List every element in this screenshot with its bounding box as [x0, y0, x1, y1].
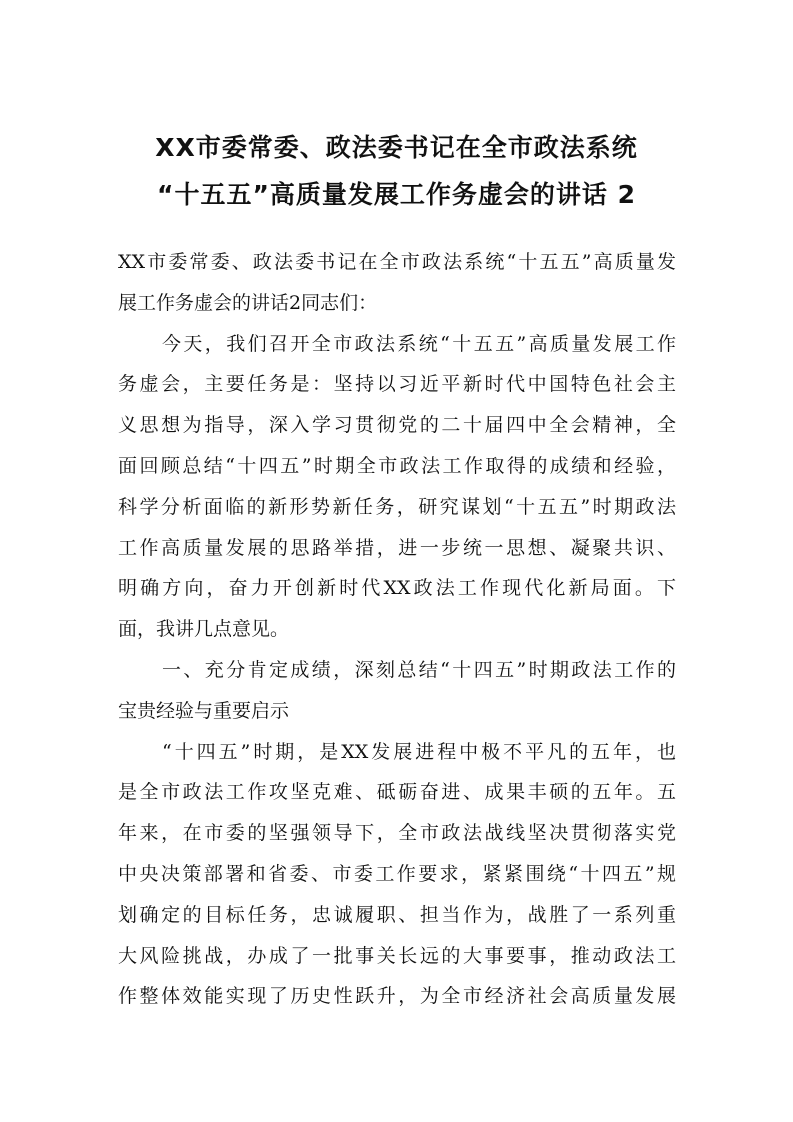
body-line: 中央决策部署和省委、市委工作要求，紧紧围绕“十四五”规 [118, 863, 676, 885]
section-heading-line: 宝贵经验与重要启示 [118, 700, 290, 722]
body-line: 今天，我们召开全市政法系统“十五五”高质量发展工作 [162, 333, 676, 355]
body-line: 展工作务虚会的讲话2同志们： [118, 292, 378, 314]
body-line: 务虚会，主要任务是：坚持以习近平新时代中国特色社会主 [118, 373, 676, 395]
body-line: 面回顾总结“十四五”时期全市政法工作取得的成绩和经验， [118, 455, 676, 477]
body-line: 义思想为指导，深入学习贯彻党的二十届四中全会精神，全 [118, 414, 676, 436]
body-line: 面，我讲几点意见。 [118, 618, 290, 640]
body-line: 科学分析面临的新形势新任务，研究谋划“十五五”时期政法 [118, 496, 676, 518]
body-line: 年来，在市委的坚强领导下，全市政法战线坚决贯彻落实党 [118, 822, 676, 844]
body-line: 大风险挑战，办成了一批事关长远的大事要事，推动政法工 [118, 945, 676, 967]
body-line: “十四五”时期，是XX发展进程中极不平凡的五年，也 [162, 741, 676, 763]
body-line: 作整体效能实现了历史性跃升，为全市经济社会高质量发展 [118, 985, 676, 1007]
body-line: 划确定的目标任务，忠诚履职、担当作为，战胜了一系列重 [118, 904, 676, 926]
body-line: 工作高质量发展的思路举措，进一步统一思想、凝聚共识、 [118, 537, 676, 559]
body-line: 明确方向，奋力开创新时代XX政法工作现代化新局面。下 [118, 577, 676, 599]
body-line: 是全市政法工作攻坚克难、砥砺奋进、成果丰硕的五年。五 [118, 781, 676, 803]
document-title-line-1: XX市委常委、政法委书记在全市政法系统 [155, 133, 638, 162]
document-title-line-2: “十五五”高质量发展工作务虚会的讲话 2 [157, 180, 636, 209]
body-line: XX市委常委、政法委书记在全市政法系统“十五五”高质量发 [118, 251, 676, 273]
section-heading-line: 一、充分肯定成绩，深刻总结“十四五”时期政法工作的 [162, 659, 676, 681]
